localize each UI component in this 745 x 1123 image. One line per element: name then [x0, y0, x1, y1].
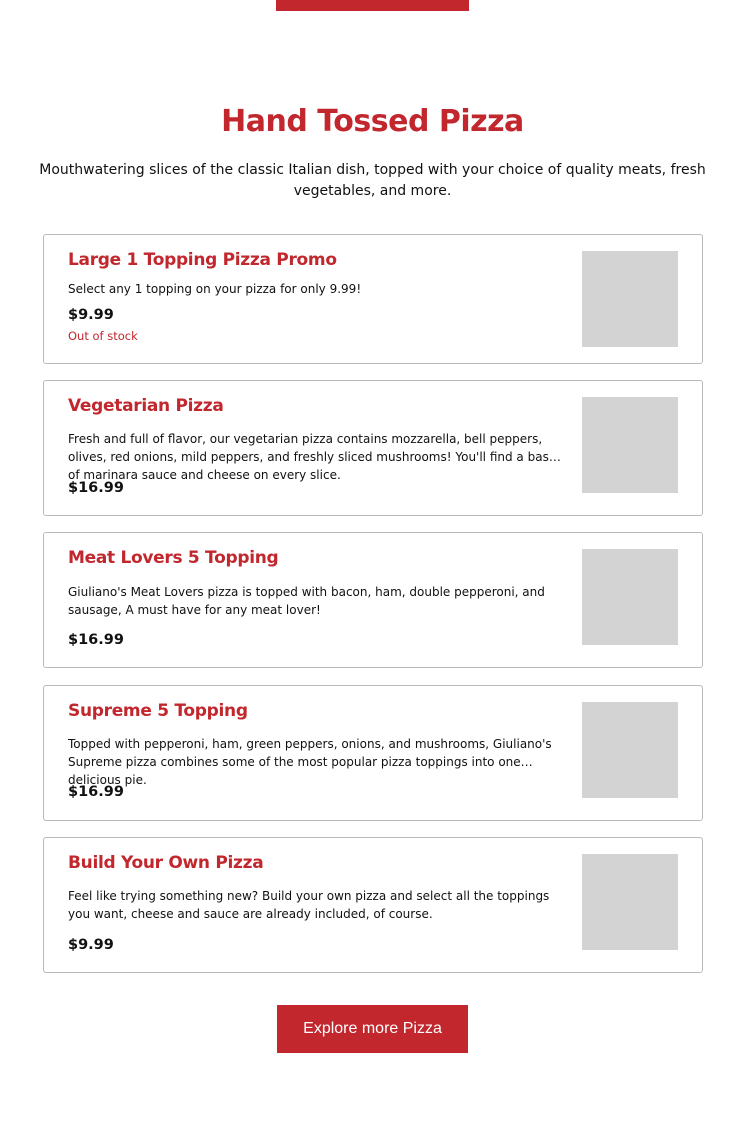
menu-item-name[interactable]: Supreme 5 Topping	[68, 701, 248, 721]
menu-item-card[interactable]	[43, 380, 703, 516]
menu-item-name[interactable]: Vegetarian Pizza	[68, 396, 224, 416]
menu-item-price: $16.99	[68, 632, 124, 648]
stock-status-label: Out of stock	[68, 329, 138, 343]
menu-item-description: Select any 1 topping on your pizza for only 9.99!	[68, 282, 362, 296]
menu-item-name[interactable]: Meat Lovers 5 Topping	[68, 548, 279, 568]
section-title: Hand Tossed Pizza	[221, 104, 524, 139]
menu-item-price: $16.99	[68, 784, 124, 800]
previous-section-button[interactable]	[276, 0, 469, 11]
menu-item-name[interactable]: Build Your Own Pizza	[68, 853, 264, 873]
menu-item-description: Feel like trying something new? Build your own pizza and select all the toppings you want, cheese and sauce are already included, of course.	[68, 889, 550, 921]
menu-item-price: $9.99	[68, 307, 114, 323]
menu-item-description: Fresh and full of flavor, our vegetarian pizza contains mozzarella, bell peppers, olives, red onions, mild peppers, and freshly sliced mushrooms! You'll find a base of marinara sauce and cheese on every slice.	[68, 432, 557, 482]
explore-more-pizza-button[interactable]: Explore more Pizza	[277, 1005, 468, 1053]
menu-item-card[interactable]	[43, 837, 703, 973]
menu-item-card[interactable]	[43, 532, 703, 668]
menu-item-image[interactable]	[582, 397, 678, 493]
menu-item-description: Giuliano's Meat Lovers pizza is topped with bacon, ham, double pepperoni, and sausage, A must have for any meat lover!	[68, 585, 545, 617]
menu-item-image[interactable]	[582, 702, 678, 798]
menu-item-image[interactable]	[582, 549, 678, 645]
menu-item-price: $16.99	[68, 480, 124, 496]
menu-item-image[interactable]	[582, 854, 678, 950]
menu-item-name[interactable]: Large 1 Topping Pizza Promo	[68, 250, 337, 270]
menu-item-price: $9.99	[68, 937, 114, 953]
menu-item-image[interactable]	[582, 251, 678, 347]
menu-item-card[interactable]	[43, 234, 703, 364]
menu-item-description: Topped with pepperoni, ham, green peppers, onions, and mushrooms, Giuliano's Supreme pizza combines some of the most popular pizza toppings into one delicious pie.	[68, 737, 552, 787]
section-description: Mouthwatering slices of the classic Italian dish, topped with your choice of quality meats, fresh vegetables, and more.	[39, 162, 706, 199]
menu-item-card[interactable]	[43, 685, 703, 821]
